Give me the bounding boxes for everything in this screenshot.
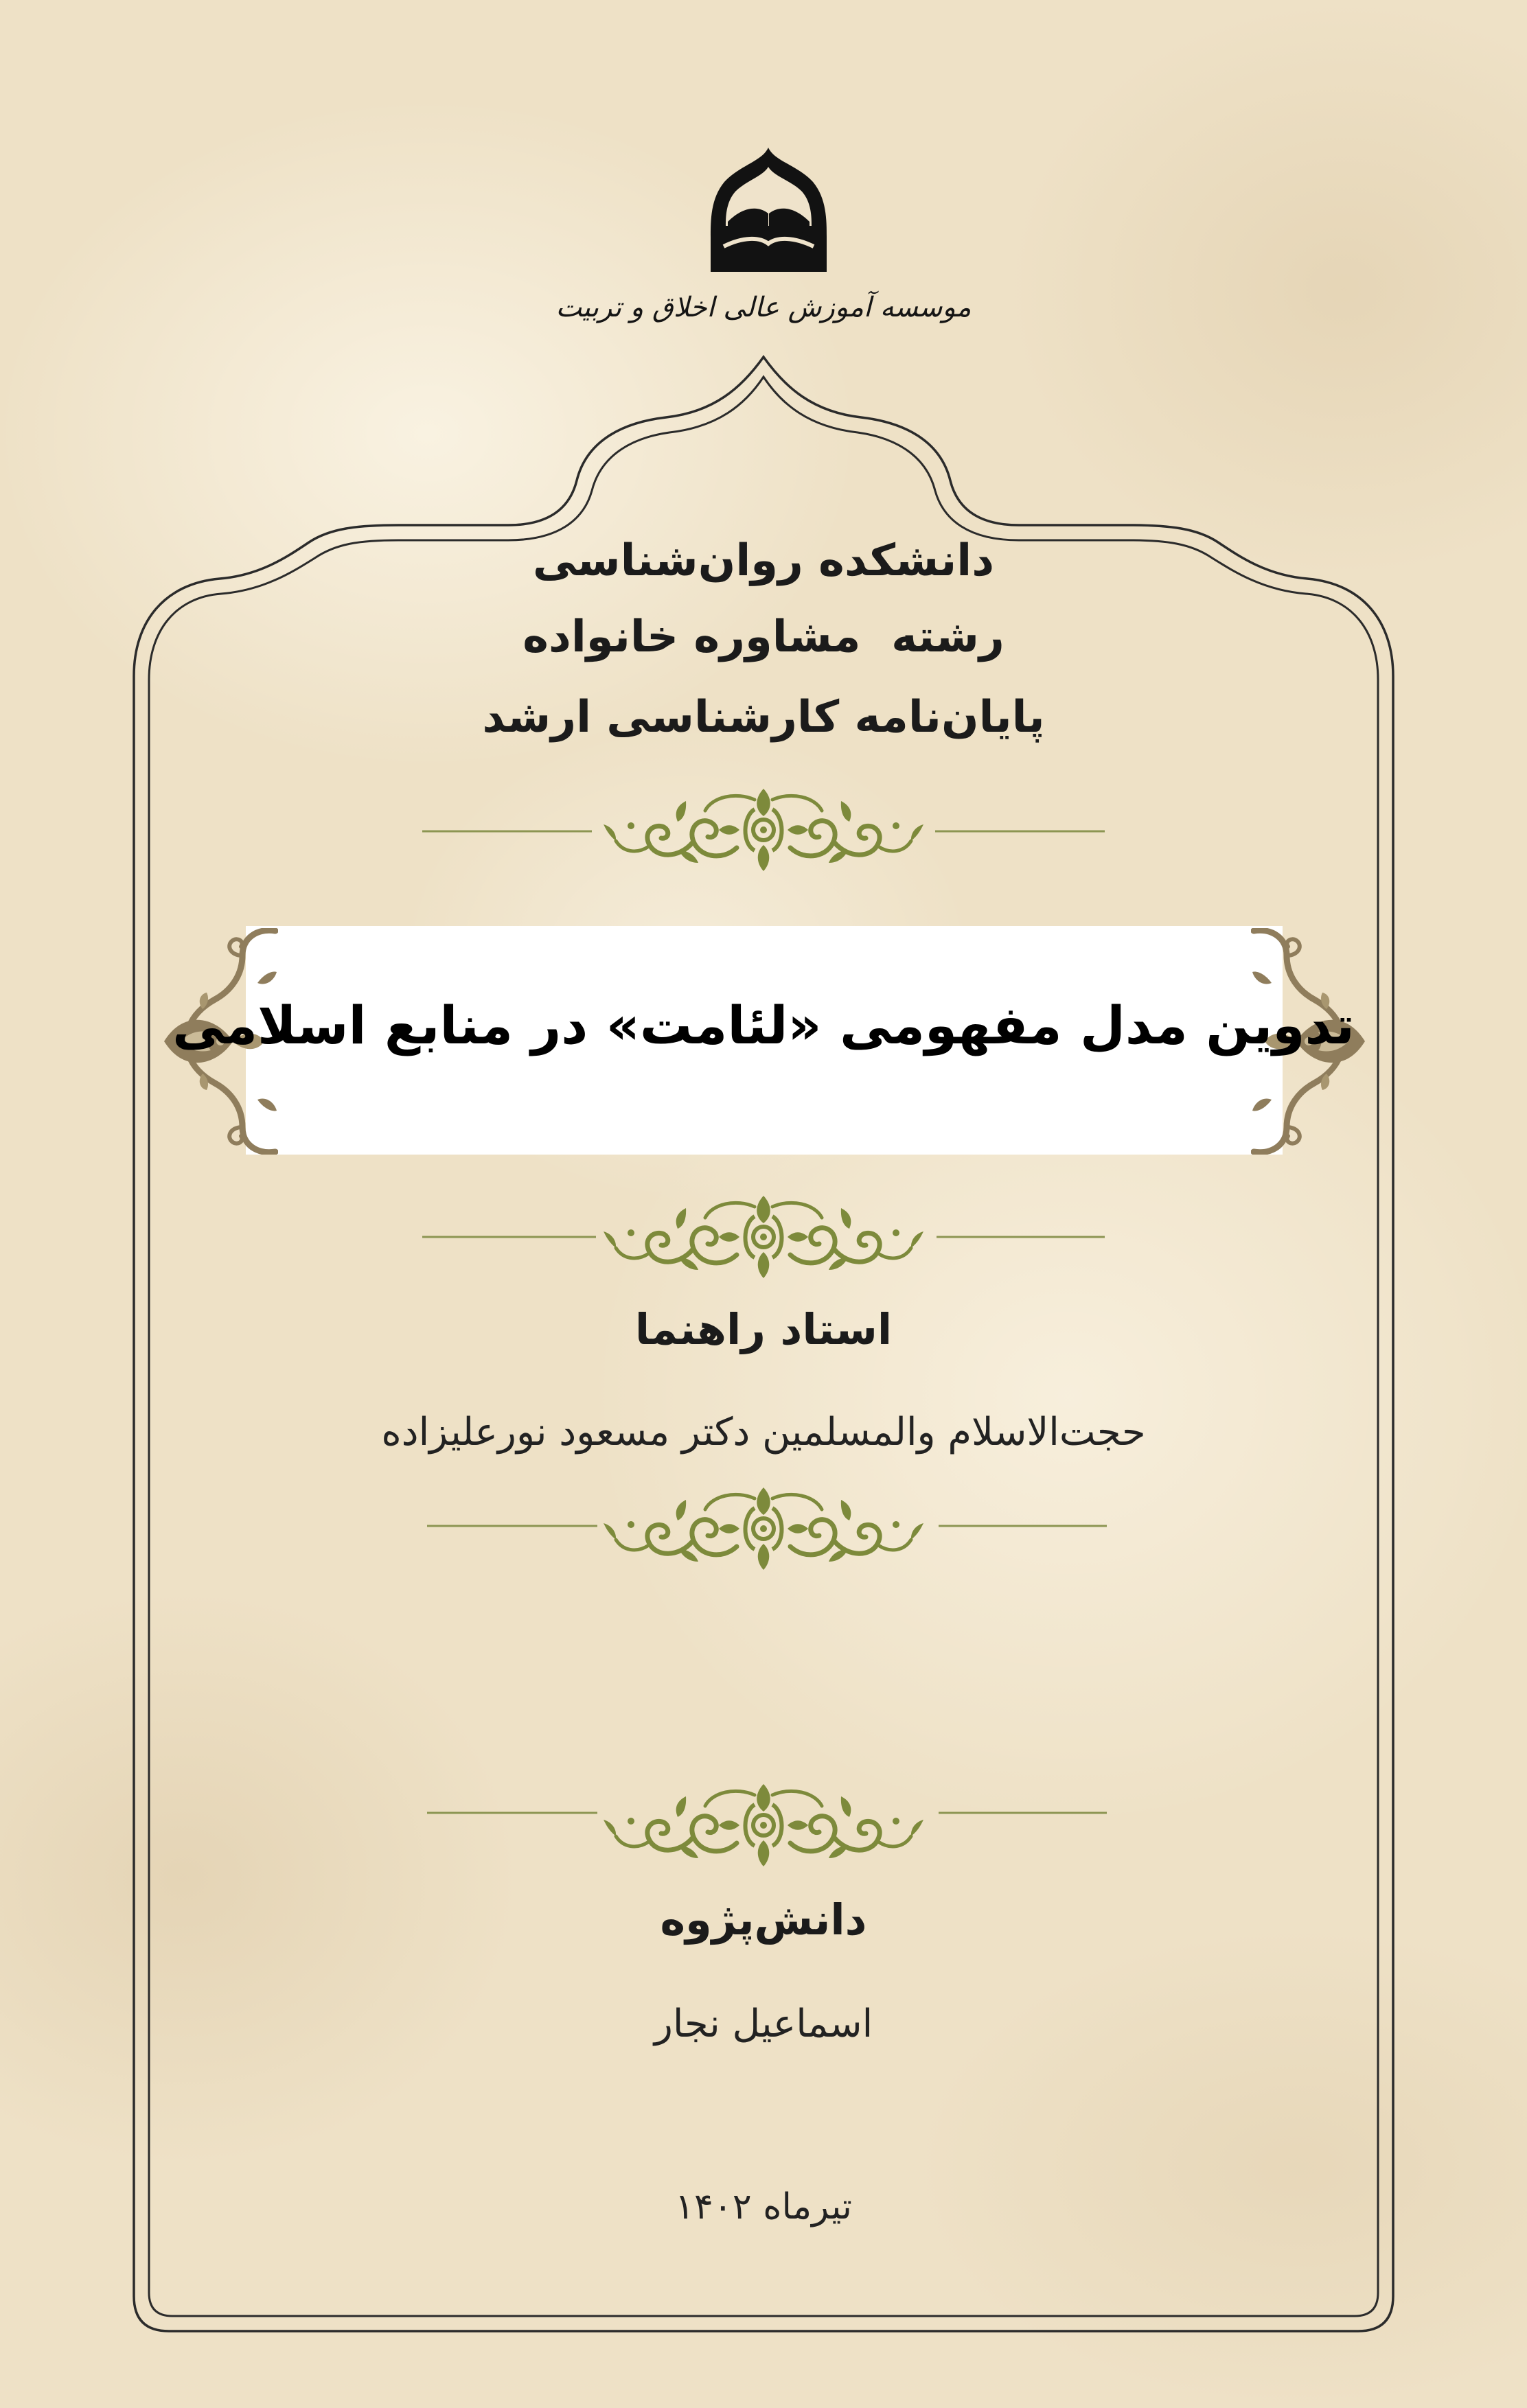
thesis-title: تدوین مدل مفهومی «لئامت» در منابع اسلامی bbox=[172, 995, 1355, 1056]
student-label: دانش‌پژوه bbox=[660, 1895, 867, 1945]
faculty-name: دانشکده روان‌شناسی bbox=[532, 535, 995, 586]
floral-divider-icon bbox=[420, 1780, 1107, 1869]
student-name: اسماعیل نجار bbox=[654, 2002, 873, 2046]
supervisor-name: حجت‌الاسلام والمسلمین دکتر مسعود نورعلیزاده bbox=[381, 1410, 1146, 1455]
divider-motif bbox=[604, 789, 923, 871]
submission-date: تیرماه ۱۴۰۲ bbox=[674, 2186, 853, 2227]
floral-divider-icon bbox=[420, 785, 1107, 874]
divider-motif bbox=[604, 1487, 923, 1570]
divider-motif bbox=[604, 1196, 923, 1278]
institute-logo-text: موسسه آموزش عالی اخلاق و تربیت bbox=[555, 292, 972, 323]
dome-book-icon bbox=[709, 146, 829, 273]
degree-name: پایان‌نامه کارشناسی ارشد bbox=[482, 692, 1045, 743]
floral-divider-icon bbox=[420, 1483, 1107, 1573]
supervisor-label: استاد راهنما bbox=[634, 1304, 893, 1354]
divider-motif bbox=[604, 1784, 923, 1866]
floral-divider-icon bbox=[420, 1192, 1107, 1281]
major-name: رشته مشاوره خانواده bbox=[523, 612, 1004, 662]
